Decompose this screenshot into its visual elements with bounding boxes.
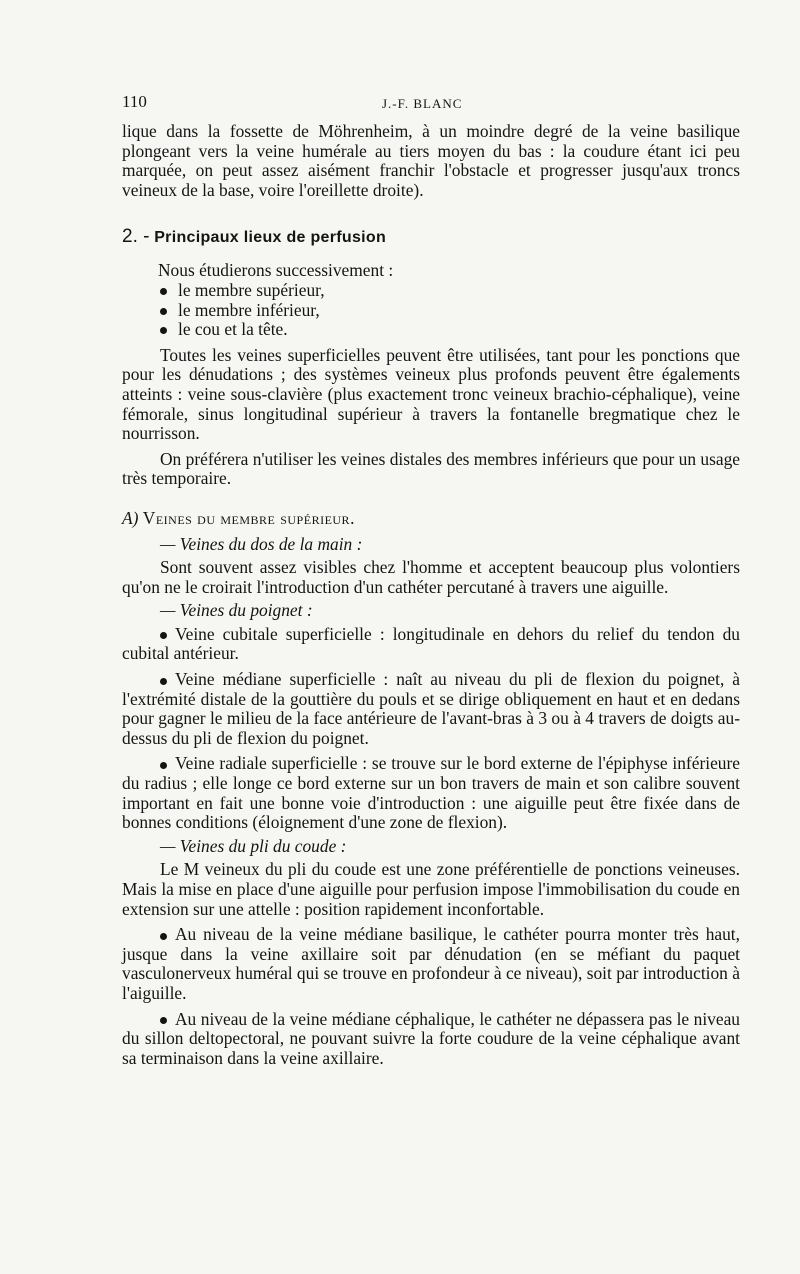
list-item: le cou et la tête. bbox=[158, 320, 740, 340]
section-heading bbox=[122, 226, 740, 249]
bullet-text: Veine cubitale superficielle : longitudinale en dehors du relief du tendon du cubital antérieur. bbox=[122, 623, 740, 664]
bullet-paragraph bbox=[122, 670, 740, 748]
bullet-text: Au niveau de la veine médiane basilique, le cathéter pourra monter très haut, jusque dans la veine axillaire soit par dénudation (en se méfiant du paquet vasculonerveux huméral qui se trouve en profondeur à ce niveau), soit par introduction à l'aiguille. bbox=[122, 924, 740, 1003]
bullet-paragraph bbox=[122, 925, 740, 1003]
heading-coude: — Veines du pli du coude : bbox=[160, 835, 347, 856]
subsection-heading bbox=[122, 509, 740, 529]
bullet-paragraph bbox=[122, 754, 740, 832]
paragraph-superficial-veins: Toutes les veines superficielles peuvent être utilisées, tant pour les ponctions que pour les dénudations ; des systèmes veineux plus profonds peuvent être égalements atteints : veine sous-clavière (plus exactement tronc veineux brachio-céphalique), veine fémorale, sinus longitudinal supérieur à travers la fontanelle bregmatique chez le nourrisson. bbox=[122, 344, 740, 444]
bullet-paragraph bbox=[122, 1010, 740, 1069]
subsection-letter: A) bbox=[122, 507, 139, 528]
bullet-icon bbox=[160, 762, 167, 769]
bullet-text: Veine radiale superficielle : se trouve sur le bord externe de l'épiphyse inférieure du radius ; elle longe ce bord externe sur un bon travers de main et son calibre souvent important en fait une bonne voie d'introduction : une aiguille peut être fixée dans de bonnes conditions (éloignement d'une zone de flexion). bbox=[122, 753, 740, 833]
page-header bbox=[122, 92, 740, 114]
running-head: J.-F. BLANC bbox=[382, 96, 463, 111]
bullet-text: Veine médiane superficielle : naît au niveau du pli de flexion du poignet, à l'extrémité distale de la gouttière du pouls et se dirige obliquement en haut et en dedans pour gagner le milieu de la face antérieure de l'avant-bras à 3 ou à 4 travers de doigts au-dessus du pli de flexion du poignet. bbox=[122, 669, 740, 748]
list-item: le membre inférieur, bbox=[158, 301, 740, 321]
paragraph-distal-veins: On préférera n'utiliser les veines distales des membres inférieurs que pour un usage très temporaire. bbox=[122, 448, 740, 489]
heading-poignet: — Veines du poignet : bbox=[160, 600, 313, 621]
page-number: 110 bbox=[122, 92, 147, 111]
bullet-paragraph bbox=[122, 625, 740, 664]
heading-dos-main: — Veines du dos de la main : bbox=[160, 533, 363, 554]
section-title: Principaux lieux de perfusion bbox=[154, 229, 387, 247]
list-item: le membre supérieur, bbox=[158, 281, 740, 301]
bullet-list bbox=[122, 281, 740, 340]
bullet-text: Au niveau de la veine médiane céphalique, le cathéter ne dépassera pas le niveau du sillon deltopectoral, ne pouvant suivre la forte coudure de la veine céphalique avant sa terminaison dans la veine axillaire. bbox=[122, 1008, 740, 1068]
section-intro: Nous étudierons successivement : bbox=[158, 260, 394, 281]
opening-paragraph: lique dans la fossette de Möhrenheim, à un moindre degré de la veine basilique plongeant vers la veine humérale au tiers moyen du bas : la coudure étant ici peu marquée, on peut assez aisément franchir l'obstacle et progresser jusqu'aux troncs veineux de la base, voire l'oreillette droite). bbox=[122, 121, 740, 200]
paragraph-dos-main: Sont souvent assez visibles chez l'homme et acceptent beaucoup plus volontiers qu'on ne le croirait l'introduction d'un cathéter percutané à travers une aiguille. bbox=[122, 557, 740, 597]
bullet-icon bbox=[160, 933, 167, 940]
paragraph-coude: Le M veineux du pli du coude est une zone préférentielle de ponctions veineuses. Mais la mise en place d'une aiguille pour perfusion impose l'immobilisation du coude en extension sur une attelle : position rapidement inconfortable. bbox=[122, 859, 740, 919]
bullet-icon bbox=[160, 632, 167, 639]
bullet-icon bbox=[160, 678, 167, 685]
section-number: 2. - bbox=[122, 226, 150, 248]
page bbox=[122, 92, 740, 1068]
subsection-title: Veines du membre supérieur. bbox=[142, 507, 355, 528]
bullet-icon bbox=[160, 1017, 167, 1024]
